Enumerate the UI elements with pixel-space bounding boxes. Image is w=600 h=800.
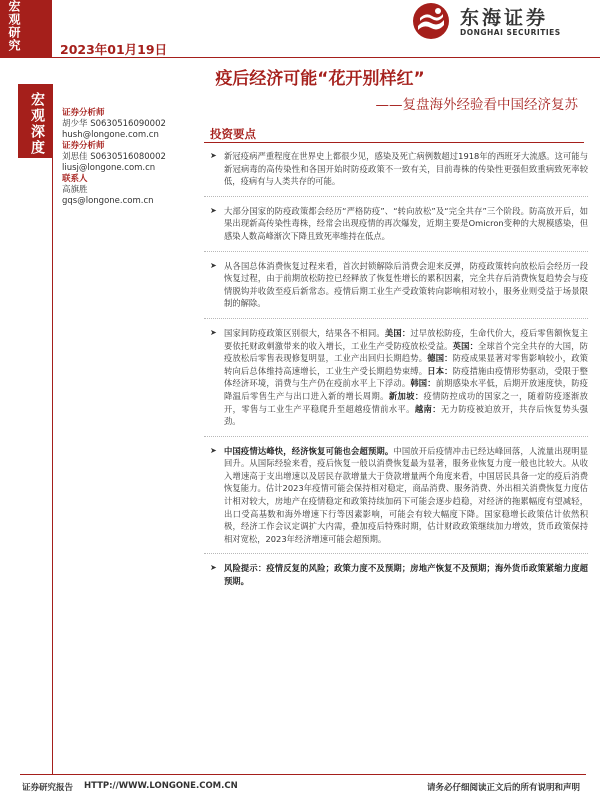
- triangle-bullet-icon: ➤: [210, 445, 217, 455]
- footer-divider: [20, 774, 586, 775]
- country-label: 韩国：: [410, 378, 436, 389]
- country-label: 美国：: [384, 327, 411, 338]
- paragraph-divider: [204, 251, 588, 252]
- risk-label: 风险提示：: [224, 563, 267, 574]
- country-label: 英国：: [452, 340, 479, 351]
- paragraph-divider: [204, 553, 588, 554]
- triangle-bullet-icon: ➤: [210, 327, 217, 337]
- country-text: 疫情防控成功的国家之一，随着防疫逐渐放开，零售与工业生产平稳爬升至超越疫情前水平。: [224, 390, 588, 414]
- sidebar-divider: [52, 84, 53, 774]
- logo-text-cn: 东海证券: [460, 7, 549, 29]
- paragraph-divider: [204, 436, 588, 437]
- contact-email[interactable]: gqs@longone.com.cn: [62, 196, 154, 206]
- paragraph-text: 大部分国家的防疫政策都会经历“严格防疫”、“转向放松”及“完全共存”三个阶段。防高放开后，如果出现新高传染性毒株，经常会出现疫情的再次爆发，近期主要是Omicron变种的大规模感染，但感染人数高峰渐次下降且致死率维持在低点。: [224, 205, 588, 241]
- report-date: 2023年01月19日: [60, 42, 168, 57]
- section-tab: [18, 84, 52, 158]
- country-text: 前期感染水平低，后期开放速度快，防疫降温后零售生产与出口进入新的增长周期。: [224, 378, 588, 401]
- triangle-bullet-icon: ➤: [210, 260, 217, 270]
- country-text: 防疫成果显著对零售影响较小，政策转向后总体维持高速增长，工业生产受长期趋势束缚。: [224, 353, 588, 376]
- country-text: 无力防疫被迫放开，共存后恢复势头强劲。: [224, 403, 588, 427]
- summary-body: [204, 150, 588, 596]
- country-text: 全球首个完全共存的大国，防疫放松后零售表现修复明显，工业产出回归长期趋势。: [224, 340, 588, 364]
- analyst-email[interactable]: hush@longone.com.cn: [62, 130, 159, 140]
- paragraph-text: 从各国总体消费恢复过程来看，首次封锁解除后消费会迎来反弹，防疫政策转向放松后会经历一段恢复过程，由于前期放松防控已经释放了恢复性增长的累积因素，完全共存后消费恢复趋势会与疫情脱钩并收敛至疫后新常态。疫情后期工业生产受政策转向影响相对较小，服务业则受益于场景限制的解除。: [224, 260, 588, 309]
- company-logo: [412, 2, 592, 40]
- footer-disclaimer: 请务必仔细阅读正文后的所有说明和声明: [426, 783, 580, 793]
- triangle-bullet-icon: ➤: [210, 563, 217, 573]
- section-heading: 投资要点: [210, 127, 256, 141]
- category-tab-label: 宏观研究: [7, 0, 21, 52]
- analyst-label: 证券分析师: [62, 108, 105, 118]
- country-text: 防疫措施由疫情形势驱动，受限于整体经济环境，消费与生产仍在疫前水平上下浮动。: [224, 365, 588, 389]
- summary-paragraph: [204, 327, 588, 428]
- footer-report-type: 证券研究报告: [22, 783, 74, 793]
- author-block: [62, 108, 202, 207]
- risk-text: 疫情反复的风险；政策力度不及预期；房地产恢复不及预期；海外货币政策紧缩力度超预期。: [224, 563, 588, 587]
- risk-paragraph: [204, 562, 588, 587]
- footer-url-link[interactable]: HTTP://WWW.LONGONE.COM.CN: [84, 781, 238, 791]
- analyst-name: 刘思佳 S0630516080002: [62, 152, 166, 162]
- section-divider: [204, 142, 584, 143]
- summary-paragraph: [204, 205, 588, 243]
- paragraph-lead: 中国疫情达峰快，经济恢复可能也会超预期。: [224, 445, 394, 456]
- summary-paragraph: [204, 445, 588, 546]
- triangle-bullet-icon: ➤: [210, 151, 217, 160]
- donghai-emblem-icon: [412, 2, 450, 40]
- contact-name: 高旗胜: [62, 185, 88, 195]
- country-label: 日本：: [427, 365, 453, 376]
- section-tab-label: 宏观深度: [29, 92, 45, 156]
- analyst-label: 证券分析师: [62, 141, 105, 151]
- paragraph-divider: [204, 196, 588, 197]
- country-label: 新加坡：: [388, 390, 424, 401]
- analyst-email[interactable]: liusj@longone.com.cn: [62, 163, 156, 173]
- country-text: 过早放松防疫，生命代价大，疫后零售额恢复主要依托财政刺激带来的收入增长，工业生产受防疫放松受益。: [224, 327, 588, 351]
- paragraph-text: 国家间防疫政策区别很大，结果各不相同。: [224, 327, 385, 338]
- summary-paragraph: [204, 150, 588, 188]
- paragraph-text: 新冠疫病严重程度在世界史上都很少见，感染及死亡病例数超过1918年的西班牙大流感。这可能与新冠病毒的高传染性和各国开始时防疫政策不一致有关，目前毒株的传染性更强但致重病致死率较低，疫病有与人类共存的可能。: [224, 151, 588, 187]
- country-label: 德国：: [427, 353, 453, 364]
- triangle-bullet-icon: ➤: [210, 205, 217, 215]
- page-title: 疫后经济可能“花开别样红”: [215, 69, 425, 89]
- page-subtitle: ——复盘海外经验看中国经济复苏: [375, 97, 578, 113]
- contact-label: 联系人: [62, 174, 88, 184]
- logo-text-en: DONGHAI SECURITIES: [460, 28, 561, 37]
- paragraph-divider: [204, 318, 588, 319]
- country-label: 越南：: [414, 403, 441, 414]
- category-tab: [0, 0, 52, 58]
- paragraph-text: 中国放开后疫情冲击已经达峰回落，人流量出现明显回升。从国际经验来看，疫后恢复一般以消费恢复最为显著，服务业恢复力度一般也比较大。从收入增速高于支出增速以及居民存款增量大于贷款增量两个角度来看，中国居民具备一定的疫后消费恢复能力。估计2023年疫情可能会保持相对稳定，商品消费、服务消费、外出相关消费恢复力度估计相对较大，房地产在疫情稳定和政策持续加码下可能会逐步趋稳，对经济的拖累幅度有望减轻，出口受高基数和海外增速下行等因素影响，可能会有较大幅度下降。国家稳增长政策估计依然积极，经济工作会议定调扩大内需，叠加疫后特殊时期，估计财政政策继续加力增效，货币政策保持相对宽松，2023年经济增速可能会超预期。: [224, 445, 588, 544]
- analyst-name: 胡少华 S0630516090002: [62, 119, 166, 129]
- summary-paragraph: [204, 260, 588, 310]
